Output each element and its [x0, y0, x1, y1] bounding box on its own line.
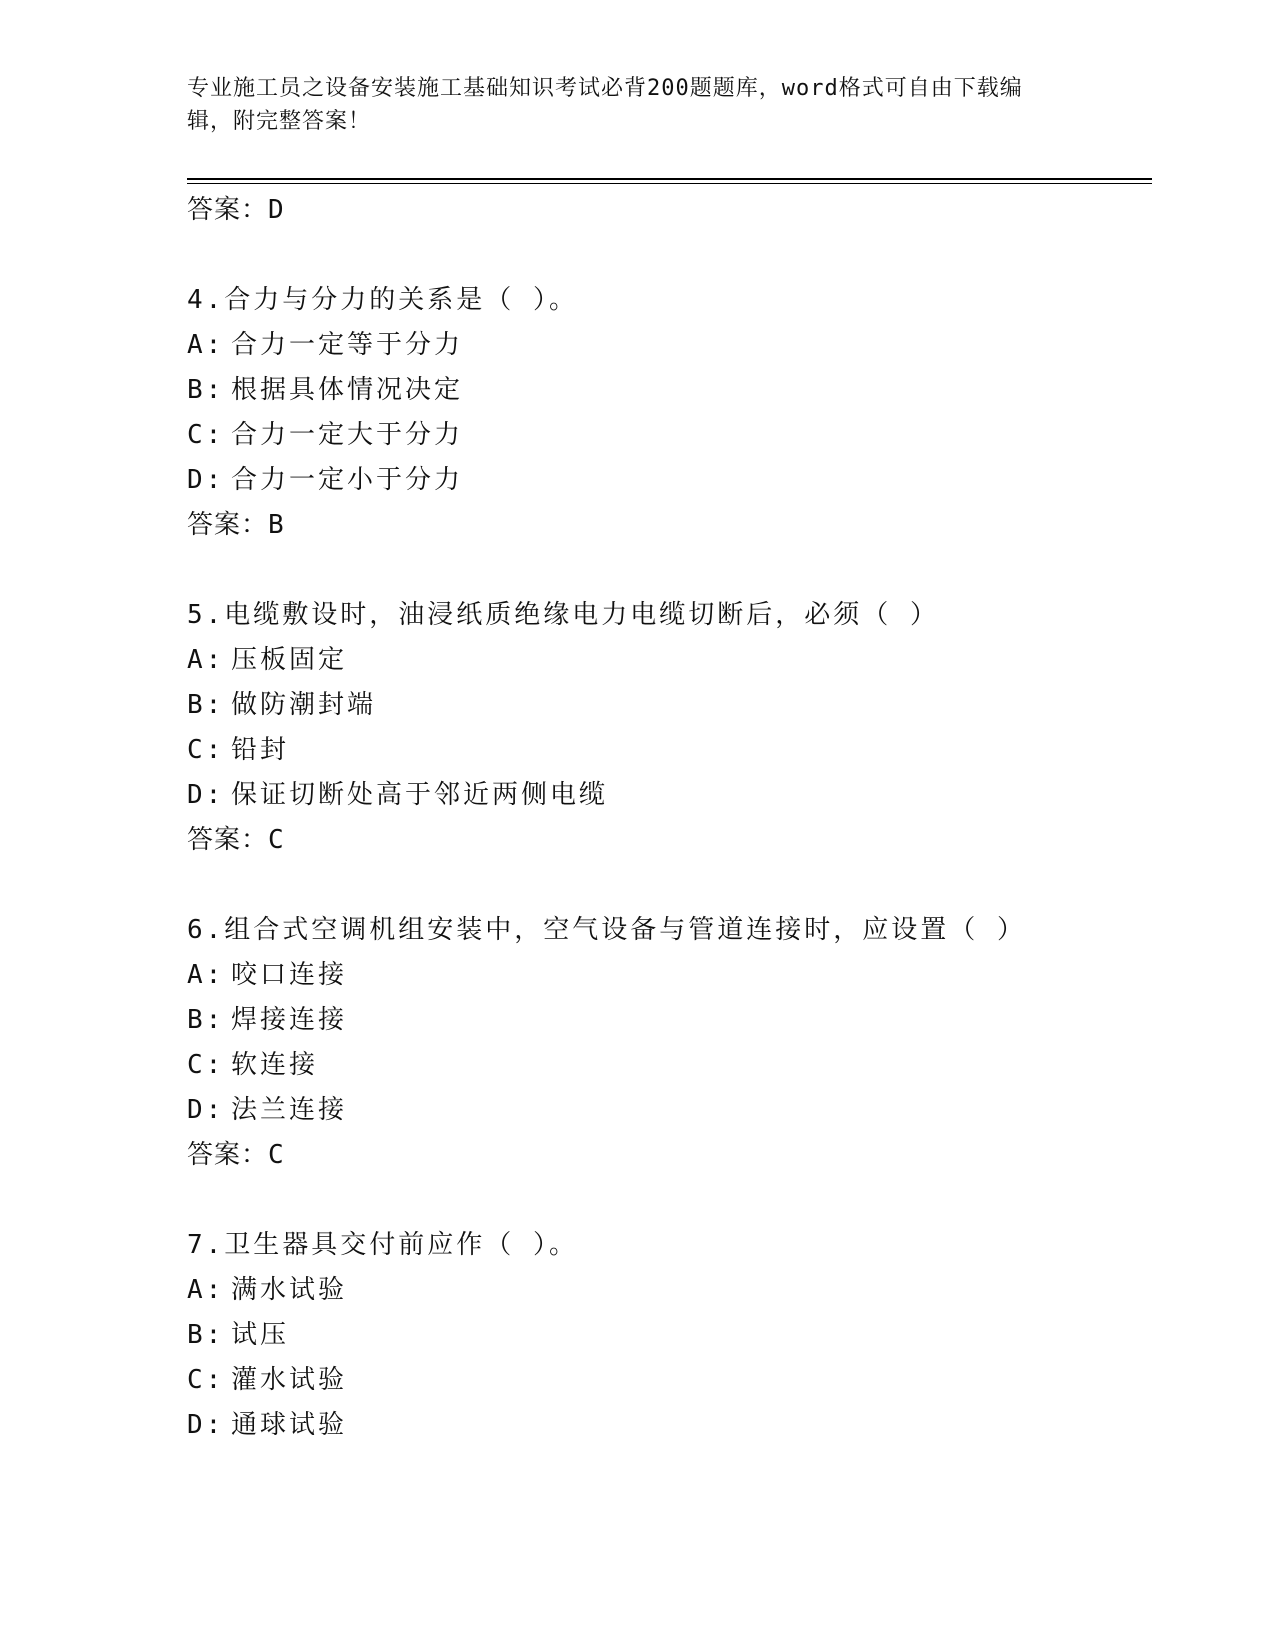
question-6-text: 6.组合式空调机组安装中，空气设备与管道连接时，应设置（ ）	[187, 915, 1026, 945]
option-letter: B:	[187, 1005, 225, 1035]
option-letter: A:	[187, 960, 225, 990]
question-4-option-b	[187, 373, 463, 407]
question-7-option-a	[187, 1273, 347, 1307]
option-letter: D:	[187, 1095, 225, 1125]
question-6-option-c	[187, 1048, 318, 1082]
option-letter: D:	[187, 1410, 225, 1440]
question-7-option-d	[187, 1408, 347, 1442]
option-letter: B:	[187, 690, 225, 720]
question-7-text: 7.卫生器具交付前应作（ ）。	[187, 1230, 578, 1260]
option-text: 满水试验	[231, 1275, 348, 1305]
option-letter: A:	[187, 1275, 225, 1305]
question-6-option-d	[187, 1093, 347, 1127]
option-letter: B:	[187, 375, 225, 405]
option-letter: D:	[187, 780, 225, 810]
option-letter: B:	[187, 1320, 225, 1350]
option-text: 合力一定小于分力	[231, 465, 464, 495]
option-text: 焊接连接	[231, 1005, 348, 1035]
answer-q6: 答案：C	[187, 1140, 285, 1170]
option-letter: C:	[187, 735, 225, 765]
answer-q4: 答案：B	[187, 510, 285, 540]
header-divider-thin	[187, 183, 1152, 184]
question-5-option-d	[187, 778, 608, 812]
option-text: 咬口连接	[231, 960, 348, 990]
question-4-option-c	[187, 418, 463, 452]
option-letter: C:	[187, 1365, 225, 1395]
option-letter: C:	[187, 1050, 225, 1080]
question-4-text: 4.合力与分力的关系是（ ）。	[187, 285, 578, 315]
option-letter: C:	[187, 420, 225, 450]
question-6-option-a	[187, 958, 347, 992]
option-text: 软连接	[231, 1050, 319, 1080]
question-5-option-a	[187, 643, 347, 677]
header-divider-thick	[187, 178, 1152, 180]
option-text: 根据具体情况决定	[231, 375, 464, 405]
question-5-option-b	[187, 688, 376, 722]
option-text: 合力一定等于分力	[231, 330, 464, 360]
option-text: 合力一定大于分力	[231, 420, 464, 450]
option-text: 铅封	[231, 735, 290, 765]
option-letter: A:	[187, 330, 225, 360]
option-text: 压板固定	[231, 645, 348, 675]
option-text: 灌水试验	[231, 1365, 348, 1395]
option-letter: D:	[187, 465, 225, 495]
answer-q5: 答案：C	[187, 825, 285, 855]
option-text: 法兰连接	[231, 1095, 348, 1125]
question-4-option-d	[187, 463, 463, 497]
option-text: 做防潮封端	[231, 690, 377, 720]
option-text: 试压	[231, 1320, 290, 1350]
document-header: 专业施工员之设备安装施工基础知识考试必背200题题库，word格式可自由下载编辑，附完整答案！	[187, 76, 1023, 134]
question-7-option-c	[187, 1363, 347, 1397]
answer-q3: 答案：D	[187, 195, 285, 225]
question-5-option-c	[187, 733, 289, 767]
option-text: 保证切断处高于邻近两侧电缆	[231, 780, 609, 810]
question-6-option-b	[187, 1003, 347, 1037]
option-letter: A:	[187, 645, 225, 675]
question-7-option-b	[187, 1318, 289, 1352]
question-4-option-a	[187, 328, 463, 362]
question-5-text: 5.电缆敷设时，油浸纸质绝缘电力电缆切断后，必须（ ）	[187, 600, 939, 630]
option-text: 通球试验	[231, 1410, 348, 1440]
